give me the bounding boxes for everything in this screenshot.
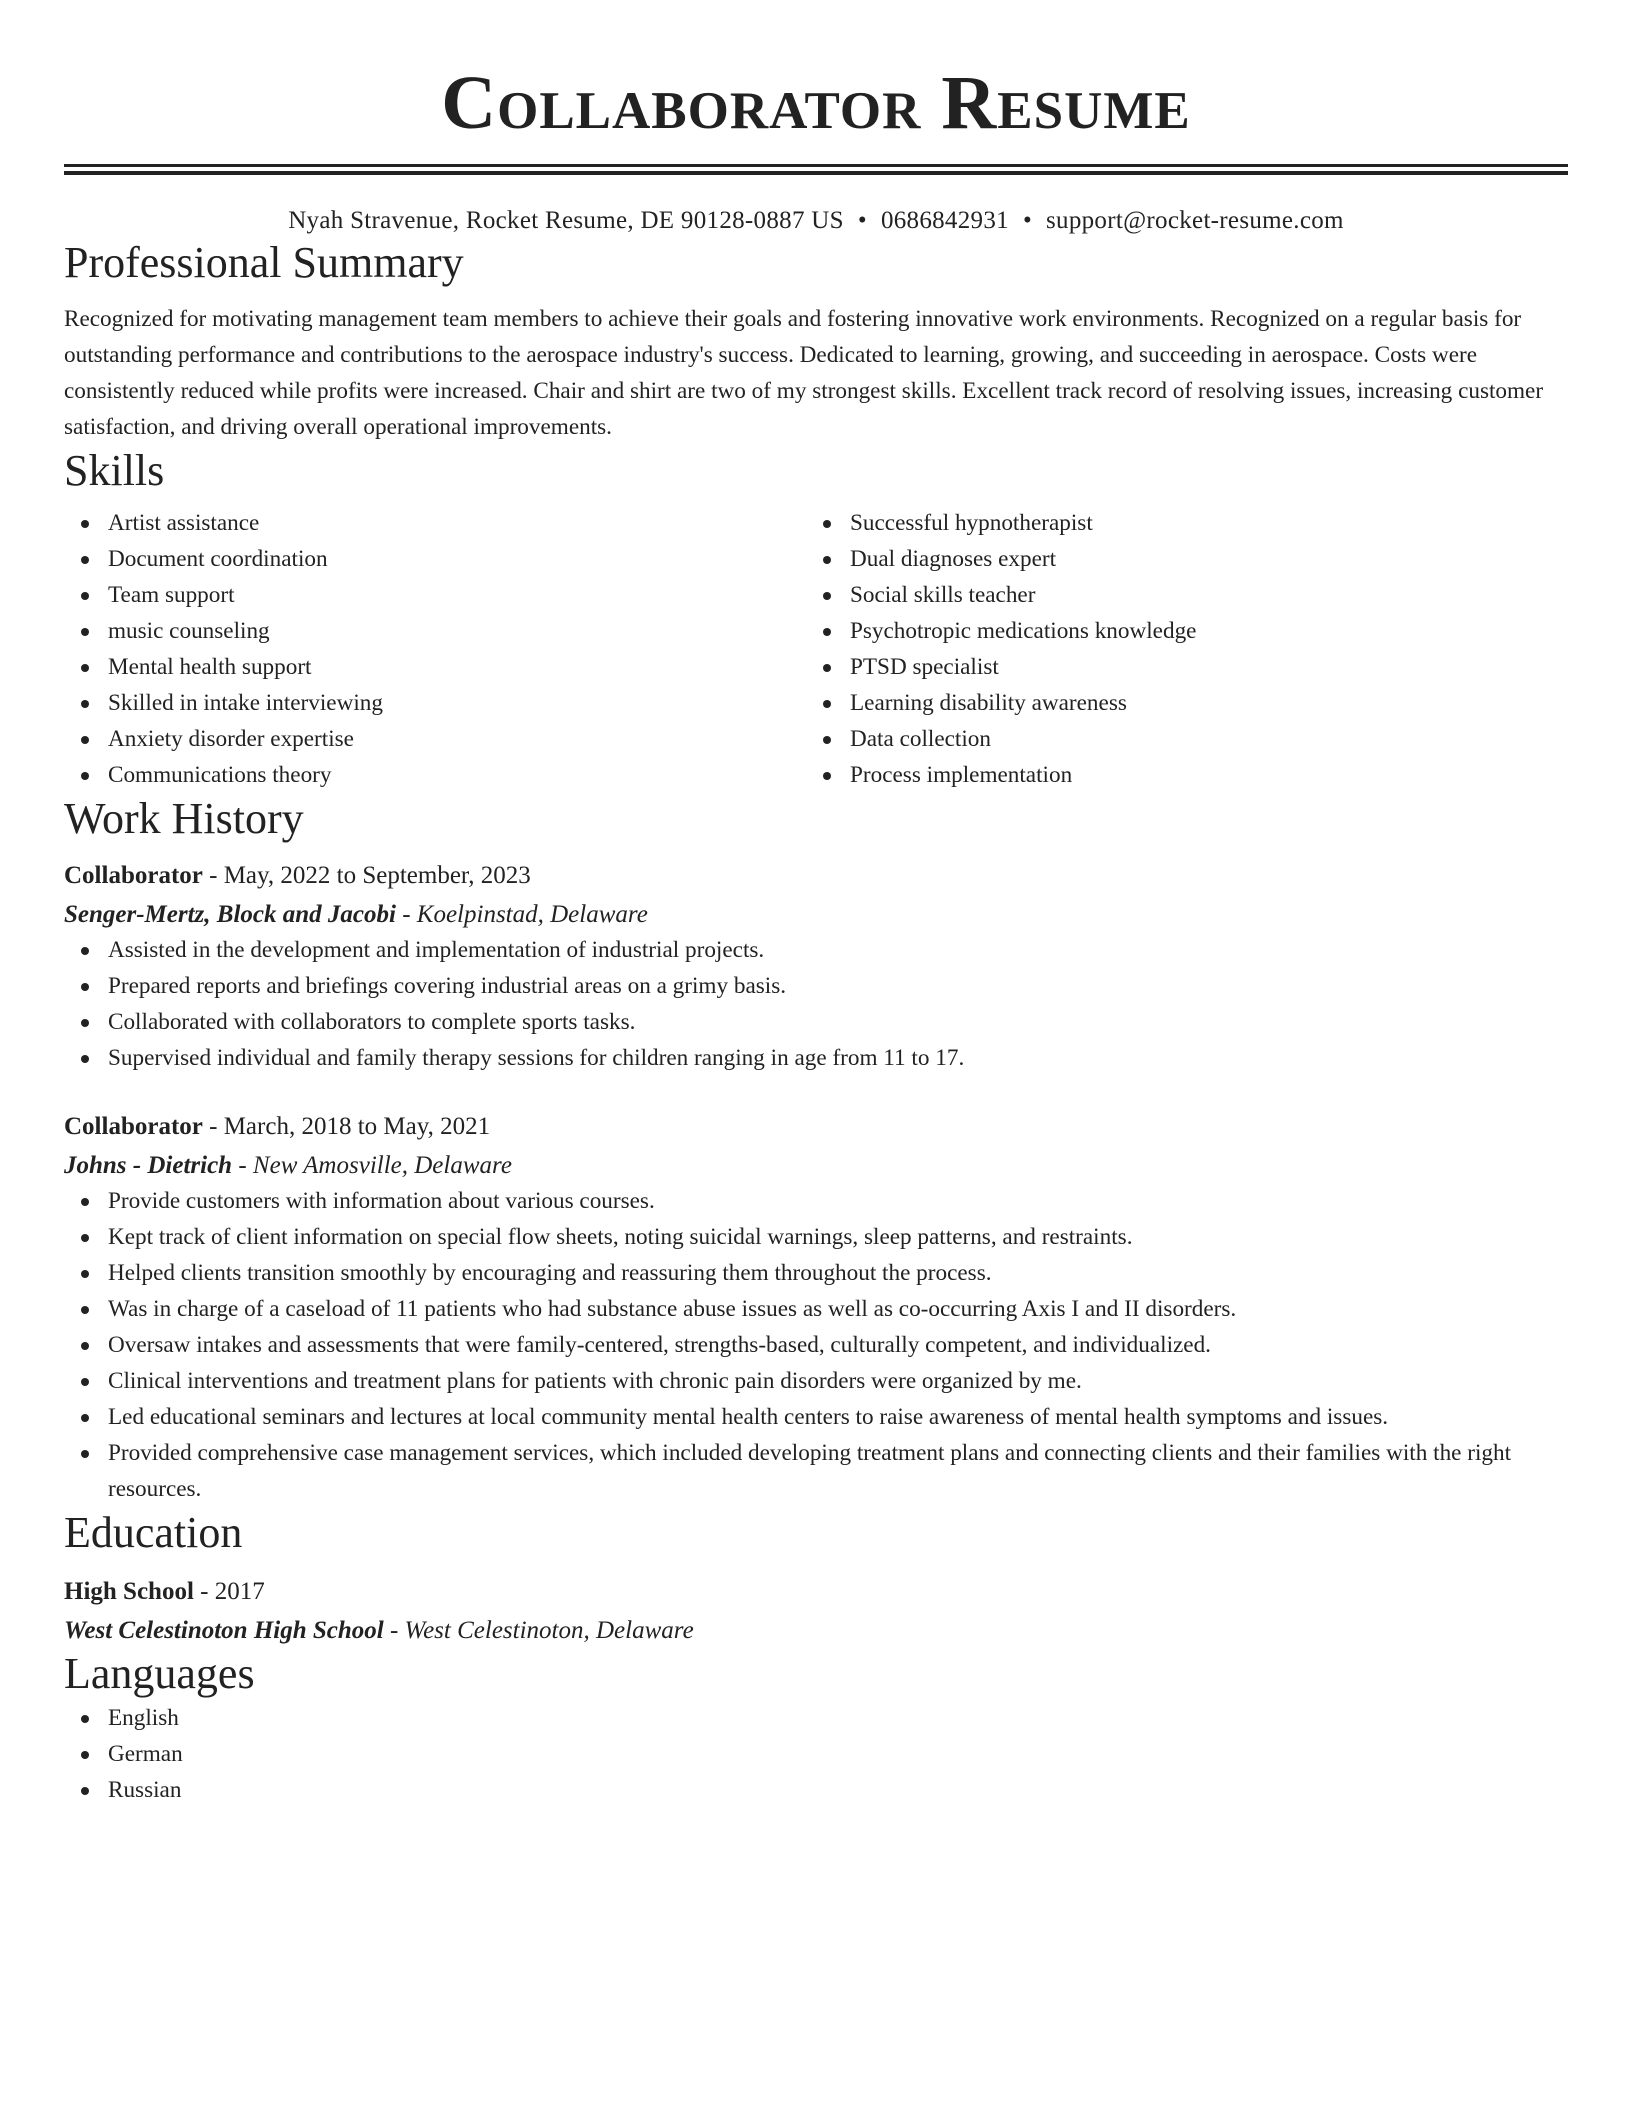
skill-item: Skilled in intake interviewing xyxy=(64,685,806,721)
job-duty: Assisted in the development and implementation of industrial projects. xyxy=(64,932,1568,968)
job-company: Johns - Dietrich xyxy=(64,1152,233,1179)
skill-item: Mental health support xyxy=(64,649,806,685)
skill-item: Dual diagnoses expert xyxy=(806,541,1548,577)
contact-phone: 0686842931 xyxy=(880,207,1009,234)
skill-item: Data collection xyxy=(806,721,1548,757)
work-history-heading: Work History xyxy=(64,794,304,843)
job-duty: Helped clients transition smoothly by encouraging and reassuring them throughout the process. xyxy=(64,1255,1568,1291)
job-duty: Oversaw intakes and assessments that were family-centered, strengths-based, culturally competent, and individualized. xyxy=(64,1327,1568,1363)
skills-columns xyxy=(64,505,1568,793)
job-location: - New Amosville, Delaware xyxy=(232,1152,512,1179)
languages-list xyxy=(64,1700,1568,1808)
skills-list-right xyxy=(806,505,1548,793)
job-duty: Collaborated with collaborators to complete sports tasks. xyxy=(64,1004,1568,1040)
contact-separator: • xyxy=(857,207,867,234)
skills-list-left xyxy=(64,505,806,793)
job-company-line xyxy=(64,1149,1568,1183)
contact-line xyxy=(64,205,1568,237)
language-item: Russian xyxy=(64,1772,1568,1808)
education-year: - 2017 xyxy=(193,1578,265,1605)
education-location: - West Celestinoton, Delaware xyxy=(383,1617,694,1644)
job-location: - Koelpinstad, Delaware xyxy=(395,901,648,928)
title-double-rule xyxy=(64,164,1568,175)
job-duty: Clinical interventions and treatment plans for patients with chronic pain disorders were organized by me. xyxy=(64,1363,1568,1399)
education-degree: High School xyxy=(64,1578,194,1605)
skill-item: Document coordination xyxy=(64,541,806,577)
summary-heading: Professional Summary xyxy=(64,238,464,287)
skill-item: Psychotropic medications knowledge xyxy=(806,613,1548,649)
education-degree-line xyxy=(64,1575,1568,1609)
job-title-line xyxy=(64,1110,1568,1144)
languages-heading: Languages xyxy=(64,1649,255,1698)
job-title: Collaborator xyxy=(64,862,203,889)
job-dates: - May, 2022 to September, 2023 xyxy=(202,862,531,889)
education-heading: Education xyxy=(64,1508,243,1557)
contact-separator: • xyxy=(1022,207,1032,234)
skill-item: Artist assistance xyxy=(64,505,806,541)
job-company: Senger-Mertz, Block and Jacobi xyxy=(64,901,396,928)
job-title-line xyxy=(64,859,1568,893)
education-school: West Celestinoton High School xyxy=(64,1617,384,1644)
education-school-line xyxy=(64,1614,1568,1648)
skill-item: PTSD specialist xyxy=(806,649,1548,685)
job-duties-list xyxy=(64,1183,1568,1507)
language-item: English xyxy=(64,1700,1568,1736)
job-duty: Provided comprehensive case management services, which included developing treatment plans and connecting clients and their families with the right resources. xyxy=(64,1435,1568,1507)
resume-title: Collaborator Resume xyxy=(441,61,1191,145)
summary-text: Recognized for motivating management team members to achieve their goals and fostering innovative work environments. Recognized on a regular basis for outstanding performance and contributions to the aerospace industry's success. Dedicated to learning, growing, and succeeding in aerospace. Costs were consistently reduced while profits were increased. Chair and shirt are two of my strongest skills. Excellent track record of resolving issues, increasing customer satisfaction, and driving overall operational improvements. xyxy=(64,306,1544,440)
skill-item: Process implementation xyxy=(806,757,1548,793)
job-duty: Supervised individual and family therapy sessions for children ranging in age from 11 to 17. xyxy=(64,1040,1568,1076)
job-duty: Led educational seminars and lectures at local community mental health centers to raise awareness of mental health symptoms and issues. xyxy=(64,1399,1568,1435)
skill-item: Successful hypnotherapist xyxy=(806,505,1548,541)
job-entry xyxy=(64,859,1568,1076)
job-title: Collaborator xyxy=(64,1113,203,1140)
job-duty: Provide customers with information about various courses. xyxy=(64,1183,1568,1219)
skill-item: Anxiety disorder expertise xyxy=(64,721,806,757)
education-entry xyxy=(64,1575,1568,1648)
job-entry xyxy=(64,1110,1568,1507)
job-dates: - March, 2018 to May, 2021 xyxy=(202,1113,491,1140)
skill-item: Learning disability awareness xyxy=(806,685,1548,721)
skill-item: music counseling xyxy=(64,613,806,649)
contact-email: support@rocket-resume.com xyxy=(1046,207,1344,234)
job-duties-list xyxy=(64,932,1568,1076)
contact-address: Nyah Stravenue, Rocket Resume, DE 90128-0887 US xyxy=(288,207,844,234)
job-company-line xyxy=(64,898,1568,932)
skill-item: Social skills teacher xyxy=(806,577,1548,613)
language-item: German xyxy=(64,1736,1568,1772)
job-duty: Was in charge of a caseload of 11 patients who had substance abuse issues as well as co-occurring Axis I and II disorders. xyxy=(64,1291,1568,1327)
skill-item: Team support xyxy=(64,577,806,613)
job-duty: Prepared reports and briefings covering industrial areas on a grimy basis. xyxy=(64,968,1568,1004)
skill-item: Communications theory xyxy=(64,757,806,793)
job-duty: Kept track of client information on special flow sheets, noting suicidal warnings, sleep patterns, and restraints. xyxy=(64,1219,1568,1255)
skills-heading: Skills xyxy=(64,446,165,495)
